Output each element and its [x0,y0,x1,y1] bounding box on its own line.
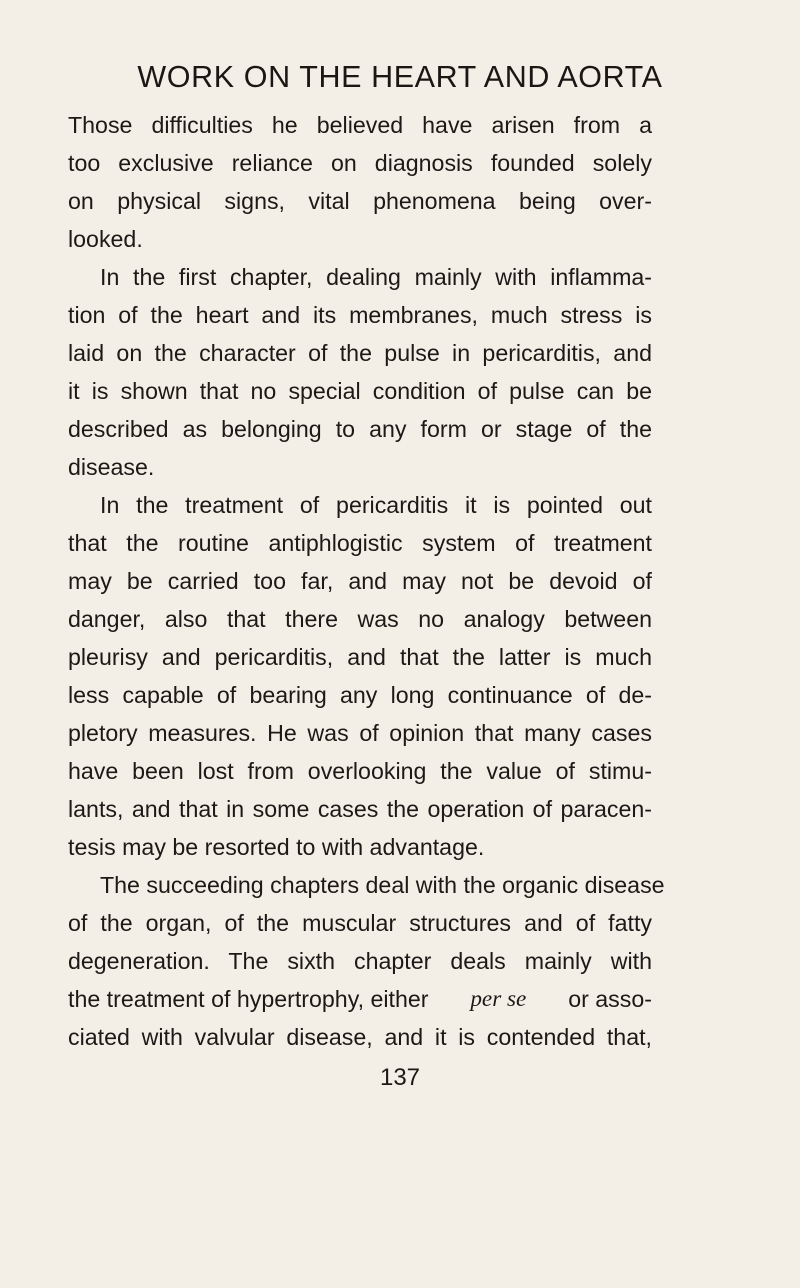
text-line: pletory measures. He was of opinion that many cases [68,720,652,746]
page-number: 137 [379,1064,421,1091]
text-line: danger, also that there was no analogy between [68,606,652,632]
text-line: tesis may be resorted to with advantage. [68,834,485,860]
text-line: disease. [68,454,155,480]
text-segment: or asso- [568,986,652,1012]
text-line: ciated with valvular disease, and it is contended that, [68,1024,652,1050]
text-line: less capable of bearing any long continuance of de- [68,682,652,708]
text-line: looked. [68,226,143,252]
text-line: In the first chapter, dealing mainly with inflamma- [100,264,652,290]
text-line: laid on the character of the pulse in pericarditis, and [68,340,652,366]
text-line: lants, and that in some cases the operation of paracen- [68,796,652,822]
text-line: on physical signs, vital phenomena being over- [68,188,652,214]
text-line: have been lost from overlooking the value of stimu- [68,758,652,784]
text-line: it is shown that no special condition of pulse can be [68,378,652,404]
text-line: The succeeding chapters deal with the organic disease [100,872,665,898]
text-line: pleurisy and pericarditis, and that the latter is much [68,644,652,670]
italic-phrase: per se [470,986,527,1012]
text-line: degeneration. The sixth chapter deals mainly with [68,948,652,974]
running-head: WORK ON THE HEART AND AORTA [137,60,663,94]
text-line: described as belonging to any form or stage of the [68,416,652,442]
text-line: that the routine antiphlogistic system of treatment [68,530,652,556]
text-line: In the treatment of pericarditis it is pointed out [100,492,652,518]
text-line: tion of the heart and its membranes, much stress is [68,302,652,328]
text-line: may be carried too far, and may not be devoid of [68,568,652,594]
text-segment: the treatment of hypertrophy, either [68,986,429,1012]
text-line: too exclusive reliance on diagnosis founded solely [68,150,652,176]
text-line [68,986,652,1013]
text-line: of the organ, of the muscular structures and of fatty [68,910,652,936]
text-line: Those difficulties he believed have arisen from a [68,112,652,138]
